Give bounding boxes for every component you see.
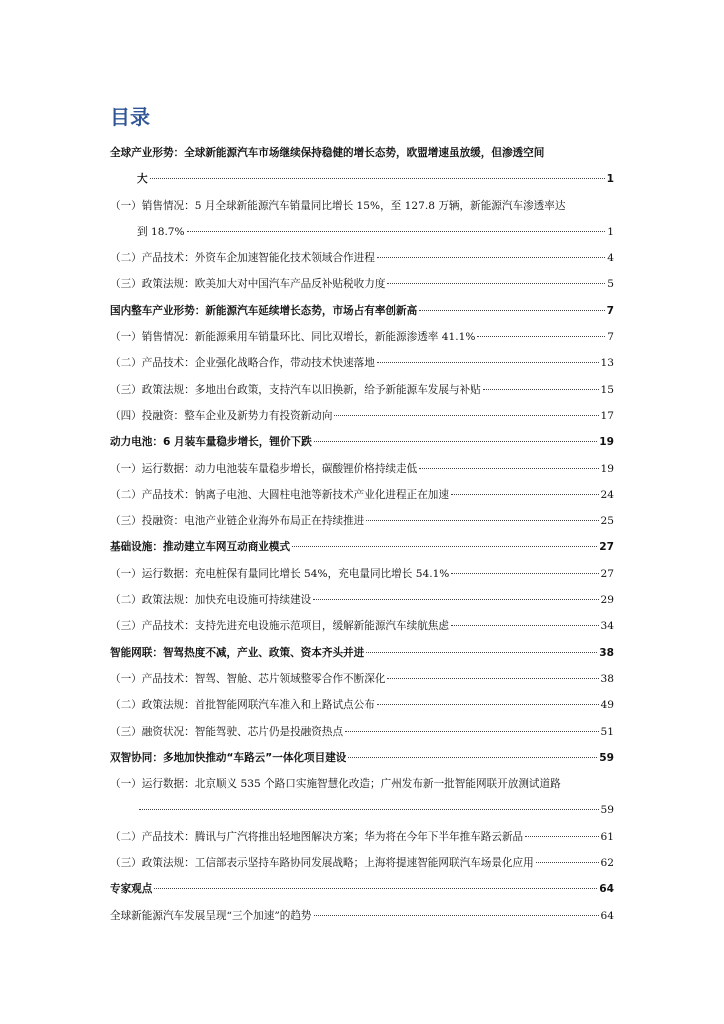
toc-entry-text: 国内整车产业形势：新能源汽车延续增长态势，市场占有率创新高	[110, 304, 418, 317]
dot-leader	[154, 888, 597, 889]
toc-entry-text: （三）政策法规：工信部表示坚持车路协同发展战略；上海将提速智能网联汽车场景化应用	[110, 857, 534, 870]
toc-entry[interactable]	[110, 876, 614, 902]
toc-entry-line[interactable]: （一）运行数据：北京顺义 535 个路口实施智慧化改造；广州发布新一批智能网联开放测试道路	[110, 778, 561, 791]
toc-entry-line[interactable]: 全球产业形势：全球新能源汽车市场继续保持稳健的增长态势，欧盟增速虽放缓，但渗透空间	[110, 147, 545, 159]
toc-entry[interactable]	[110, 903, 614, 929]
toc-entry[interactable]	[110, 719, 614, 745]
dot-leader	[451, 625, 599, 626]
toc-page-number: 62	[600, 857, 614, 870]
dot-leader	[525, 836, 598, 837]
toc-entry[interactable]	[110, 403, 614, 429]
toc-entry[interactable]	[110, 377, 614, 403]
dot-leader	[348, 757, 597, 758]
toc-entry-text: （三）政策法规：多地出台政策，支持汽车以旧换新，给予新能源车发展与补贴	[110, 383, 481, 396]
toc-entry-text: （三）政策法规：欧美加大对中国汽车产品反补贴税收力度	[110, 278, 386, 291]
toc-entry-text: （二）政策法规：首批智能网联汽车准入和上路试点公布	[110, 699, 375, 712]
toc-entry-text: （二）产品技术：腾讯与广汽将推出轻地图解决方案；华为将在今年下半年推车路云新品	[110, 830, 524, 843]
toc-page-number: 5	[607, 278, 614, 291]
toc-entry-text: 智能网联：智驾热度不减，产业、政策、资本齐头并进	[110, 646, 365, 659]
dot-leader	[419, 310, 604, 311]
toc-entry[interactable]	[110, 797, 614, 823]
toc-entry-text: （二）产品技术：企业强化战略合作，带动技术快速落地	[110, 357, 375, 370]
dot-leader	[483, 389, 599, 390]
toc-entry-text: 基础设施：推动建立车网互动商业模式	[110, 541, 291, 554]
toc-entry-text: （二）政策法规：加快充电设施可持续建设	[110, 594, 312, 607]
dot-leader	[292, 546, 597, 547]
toc-entry[interactable]	[110, 850, 614, 876]
dot-leader	[139, 809, 599, 810]
toc-entry-text: （一）运行数据：动力电池装车量稳步增长，碳酸锂价格持续走低	[110, 462, 418, 475]
toc-entry[interactable]	[110, 482, 614, 508]
toc-page-number: 17	[600, 409, 614, 422]
toc-page-number: 34	[600, 620, 614, 633]
toc-page-number: 15	[600, 383, 614, 396]
toc-page-number: 61	[600, 830, 614, 843]
toc-page-number: 27	[599, 541, 614, 554]
toc-entry[interactable]	[110, 561, 614, 587]
toc-entry-text: （二）产品技术：外资车企加速智能化技术领域合作进程	[110, 252, 375, 265]
toc-page-number: 49	[600, 699, 614, 712]
dot-leader	[377, 362, 599, 363]
toc-entry-text: （四）投融资：整车企业及新势力有投资新动向	[110, 409, 333, 422]
toc-entry[interactable]	[110, 324, 614, 350]
toc-page-number: 38	[599, 646, 614, 659]
dot-leader	[536, 862, 599, 863]
toc-page-number: 7	[606, 304, 614, 317]
dot-leader	[477, 336, 605, 337]
toc-entry-text: 到 18.7%	[137, 225, 185, 238]
toc-entry-text: 专家观点	[110, 883, 153, 896]
toc-page-number: 51	[600, 725, 614, 738]
toc-entry[interactable]	[110, 745, 614, 771]
dot-leader	[451, 573, 598, 574]
toc-page-number: 27	[600, 567, 614, 580]
toc-entry[interactable]	[110, 508, 614, 534]
dot-leader	[377, 704, 599, 705]
toc-entry[interactable]	[110, 245, 614, 271]
toc-entry[interactable]	[110, 166, 614, 192]
toc-page-number: 24	[600, 488, 614, 501]
toc-entry-text: 双智协同：多地加快推动“车路云”一体化项目建设	[110, 751, 347, 764]
toc-page-number: 4	[607, 252, 614, 265]
toc-entry-line[interactable]: （一）销售情况：5 月全球新能源汽车销量同比增长 15%，至 127.8 万辆，新能源汽车渗透率达	[110, 199, 566, 212]
toc-entry-text: （一）销售情况：新能源乘用车销量环比、同比双增长，新能源渗透率 41.1%	[110, 331, 476, 344]
toc-entry-text: 大	[137, 173, 148, 186]
toc-page-number: 7	[607, 331, 614, 344]
toc-entry-text: 动力电池：6 月装车量稳步增长，锂价下跌	[110, 436, 312, 449]
toc-entry-text: （一）产品技术：智驾、智舱、芯片领域整零合作不断深化	[110, 672, 386, 685]
dot-leader	[314, 915, 599, 916]
toc-entry[interactable]	[110, 219, 614, 245]
dot-leader	[334, 415, 598, 416]
dot-leader	[150, 178, 605, 179]
toc-entry[interactable]	[110, 692, 614, 718]
toc-page-number: 19	[600, 462, 614, 475]
toc-list	[110, 140, 614, 929]
toc-entry[interactable]	[110, 271, 614, 297]
toc-entry[interactable]	[110, 456, 614, 482]
toc-entry-text: 全球新能源汽车发展呈现“三个加速”的趋势	[110, 909, 312, 922]
dot-leader	[419, 468, 598, 469]
toc-entry-text: （三）融资状况：智能驾驶、芯片仍是投融资热点	[110, 725, 344, 738]
toc-entry[interactable]	[110, 640, 614, 666]
toc-page-number: 19	[599, 436, 614, 449]
dot-leader	[377, 257, 605, 258]
toc-entry[interactable]	[110, 350, 614, 376]
toc-page-number: 64	[600, 909, 614, 922]
toc-entry[interactable]	[110, 429, 614, 455]
dot-leader	[451, 494, 599, 495]
toc-page-number: 1	[606, 173, 614, 186]
toc-page-number: 59	[599, 751, 614, 764]
dot-leader	[313, 599, 598, 600]
toc-page-number: 29	[600, 594, 614, 607]
toc-entry-text: （三）产品技术：支持先进充电设施示范项目，缓解新能源汽车续航焦虑	[110, 620, 449, 633]
toc-entry[interactable]	[110, 587, 614, 613]
toc-entry[interactable]	[110, 298, 614, 324]
toc-page-number: 1	[607, 225, 614, 238]
dot-leader	[366, 520, 598, 521]
toc-page-number: 38	[600, 672, 614, 685]
toc-page-number: 25	[600, 515, 614, 528]
toc-page-number: 64	[599, 883, 614, 896]
toc-entry[interactable]	[110, 534, 614, 560]
dot-leader	[387, 678, 598, 679]
dot-leader	[314, 441, 598, 442]
dot-leader	[387, 283, 605, 284]
dot-leader	[366, 652, 597, 653]
dot-leader	[345, 731, 598, 732]
toc-entry-text: （二）产品技术：钠离子电池、大圆柱电池等新技术产业化进程正在加速	[110, 488, 449, 501]
dot-leader	[187, 231, 606, 232]
toc-entry-text: （三）投融资：电池产业链企业海外布局正在持续推进	[110, 515, 365, 528]
toc-page-number: 13	[600, 357, 614, 370]
toc-title: 目录	[110, 105, 150, 129]
toc-entry-text: （一）运行数据：充电桩保有量同比增长 54%，充电量同比增长 54.1%	[110, 567, 450, 580]
toc-entry[interactable]	[110, 824, 614, 850]
toc-entry[interactable]	[110, 666, 614, 692]
toc-page-number: 59	[600, 804, 614, 817]
toc-entry[interactable]	[110, 613, 614, 639]
